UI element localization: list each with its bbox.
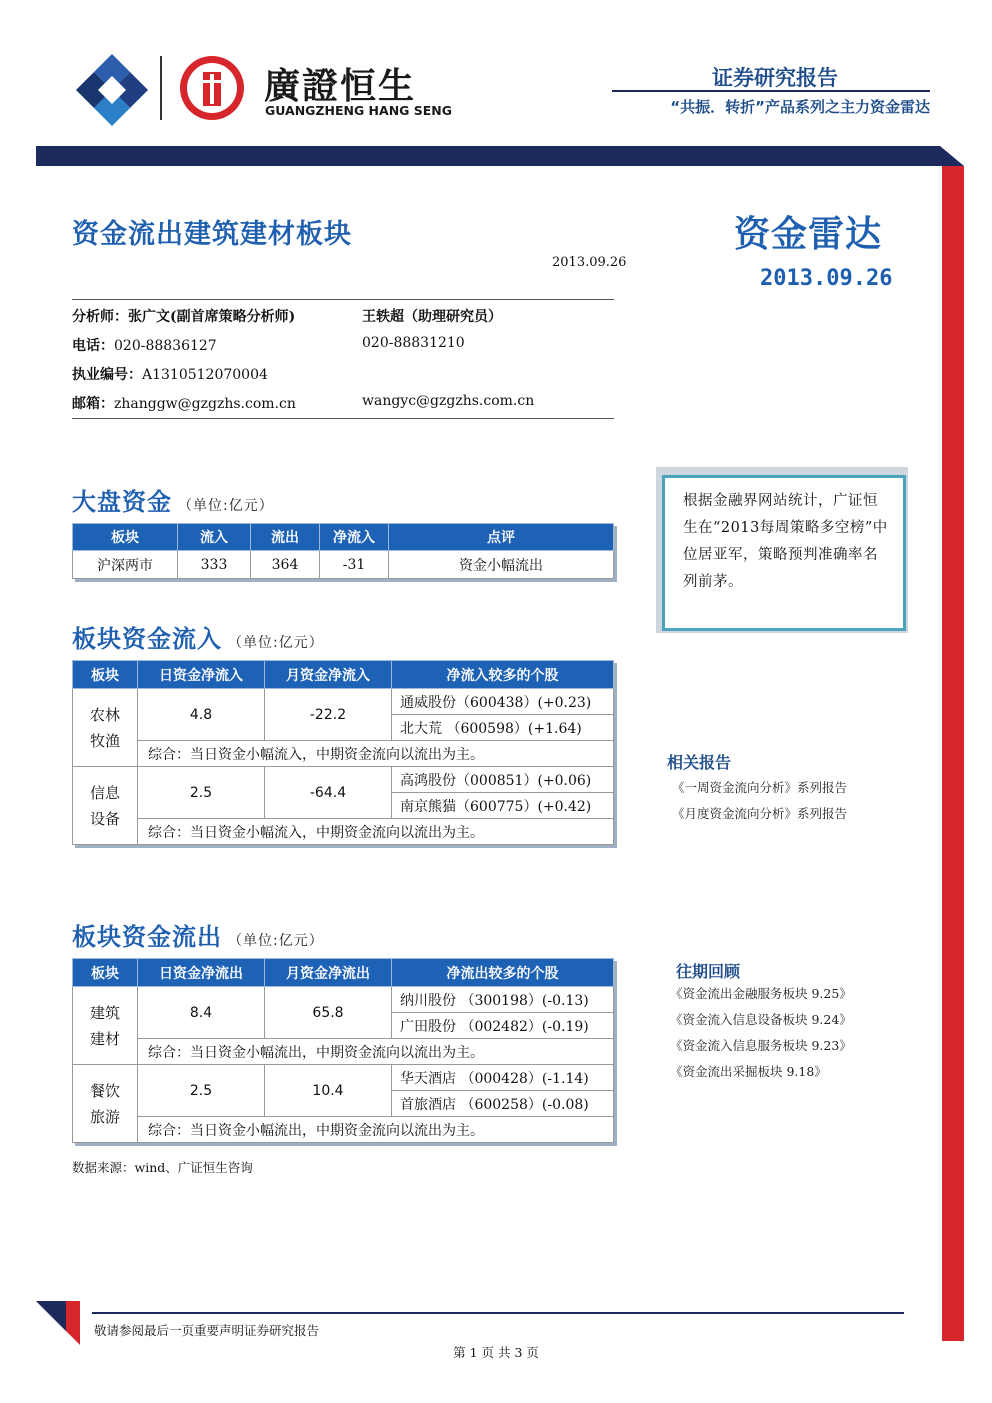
footer-rule xyxy=(92,1312,904,1314)
col-header: 净流入较多的个股 xyxy=(392,661,614,689)
analyst-primary: 张广文(副首席策略分析师) xyxy=(128,309,296,325)
summary-cell: 综合：当日资金小幅流入，中期资金流向以流出为主。 xyxy=(138,819,614,845)
analyst-assistant: 王轶超（助理研究员） xyxy=(362,309,502,325)
related-report-link[interactable]: 《月度资金流向分析》系列报告 xyxy=(672,806,848,821)
email-primary[interactable]: zhanggw@gzgzhs.com.cn xyxy=(114,396,296,412)
side-title: 资金雷达 xyxy=(734,214,883,255)
daily-value: 8.4 xyxy=(138,987,265,1039)
col-header: 点评 xyxy=(389,524,614,551)
inflow-table xyxy=(72,660,614,845)
col-header: 板块 xyxy=(73,959,138,987)
sector-name: 信息 设备 xyxy=(73,767,138,845)
past-reports-title: 往期回顾 xyxy=(676,962,741,981)
analyst-bottom-rule xyxy=(72,418,614,419)
stock-cell: 高鸿股份（000851）(+0.06) xyxy=(392,767,614,793)
table-header xyxy=(73,524,614,551)
col-header: 净流入 xyxy=(320,524,389,551)
daily-value: 2.5 xyxy=(138,1065,265,1117)
summary-row xyxy=(73,1039,614,1065)
daily-value: 2.5 xyxy=(138,767,265,819)
phone-label: 电话： xyxy=(72,338,114,354)
table-header xyxy=(73,661,614,689)
table-row xyxy=(73,551,614,579)
inflow-title: 板块资金流入 xyxy=(72,625,222,653)
stock-cell: 首旅酒店 （600258）(-0.08) xyxy=(392,1091,614,1117)
report-title: 资金流出建筑建材板块 xyxy=(72,219,352,250)
top-band xyxy=(36,146,964,166)
summary-cell: 综合：当日资金小幅流入，中期资金流向以流出为主。 xyxy=(138,741,614,767)
outflow-title: 板块资金流出 xyxy=(72,923,222,951)
col-header: 流出 xyxy=(251,524,320,551)
market-table xyxy=(72,523,614,579)
sector-name: 餐饮 旅游 xyxy=(73,1065,138,1143)
table-cell: -31 xyxy=(320,551,389,579)
col-header: 日资金净流入 xyxy=(138,661,265,689)
monthly-value: -22.2 xyxy=(265,689,392,741)
table-cell: 333 xyxy=(178,551,251,579)
summary-cell: 综合：当日资金小幅流出，中期资金流向以流出为主。 xyxy=(138,1039,614,1065)
gzhs-diamond-logo-icon xyxy=(74,52,150,128)
market-unit: （单位:亿元） xyxy=(178,498,274,514)
logo-divider xyxy=(160,56,162,120)
table-cell: 资金小幅流出 xyxy=(389,551,614,579)
phone-row xyxy=(72,335,217,355)
col-header: 月资金净流入 xyxy=(265,661,392,689)
col-header: 板块 xyxy=(73,661,138,689)
col-header: 流入 xyxy=(178,524,251,551)
stock-cell: 华天酒店 （000428）(-1.14) xyxy=(392,1065,614,1091)
note-box xyxy=(662,475,906,631)
analyst-label: 分析师： xyxy=(72,309,128,325)
daily-value: 4.8 xyxy=(138,689,265,741)
table-row xyxy=(73,987,614,1013)
outflow-unit: （单位:亿元） xyxy=(228,933,324,949)
past-report-link[interactable]: 《资金流出采掘板块 9.18》 xyxy=(670,1064,827,1079)
col-header: 净流出较多的个股 xyxy=(392,959,614,987)
related-report-link[interactable]: 《一周资金流向分析》系列报告 xyxy=(672,780,848,795)
side-date: 2013.09.26 xyxy=(760,266,893,291)
market-section-title xyxy=(72,482,274,517)
report-series: “共振．转折”产品系列之主力资金雷达 xyxy=(670,98,930,116)
email-row xyxy=(72,393,296,413)
outflow-table xyxy=(72,958,614,1143)
sector-name: 农林 牧渔 xyxy=(73,689,138,767)
monthly-value: 10.4 xyxy=(265,1065,392,1117)
sector-name: 建筑 建材 xyxy=(73,987,138,1065)
brand-name: 廣證恒生 xyxy=(264,66,417,107)
data-source: 数据来源：wind、广证恒生咨询 xyxy=(72,1160,253,1175)
related-reports-title: 相关报告 xyxy=(667,753,732,772)
stock-cell: 南京熊猫（600775）(+0.42) xyxy=(392,793,614,819)
col-header: 日资金净流出 xyxy=(138,959,265,987)
monthly-value: 65.8 xyxy=(265,987,392,1039)
license-number: A1310512070004 xyxy=(142,367,268,383)
analyst-row xyxy=(72,306,295,326)
summary-row xyxy=(73,1117,614,1143)
stock-cell: 北大荒 （600598）(+1.64) xyxy=(392,715,614,741)
band-corner xyxy=(940,146,964,166)
table-header xyxy=(73,959,614,987)
summary-row xyxy=(73,741,614,767)
past-report-link[interactable]: 《资金流入信息设备板块 9.24》 xyxy=(670,1012,852,1027)
right-red-bar xyxy=(942,166,964,1341)
report-type: 证券研究报告 xyxy=(712,66,838,90)
license-label: 执业编号： xyxy=(72,367,142,383)
stock-cell: 广田股份 （002482）(-0.19) xyxy=(392,1013,614,1039)
footer-disclaimer: 敬请参阅最后一页重要声明证券研究报告 xyxy=(94,1323,320,1338)
col-header: 板块 xyxy=(73,524,178,551)
stock-cell: 通威股份（600438）(+0.23) xyxy=(392,689,614,715)
header-rule xyxy=(612,90,930,92)
inflow-section-title xyxy=(72,619,324,654)
report-date: 2013.09.26 xyxy=(552,255,627,270)
email-label: 邮箱： xyxy=(72,396,114,412)
page-number: 第 1 页 共 3 页 xyxy=(453,1345,539,1360)
phone-assistant: 020-88831210 xyxy=(362,335,465,351)
col-header: 月资金净流出 xyxy=(265,959,392,987)
outflow-section-title xyxy=(72,917,324,952)
stock-cell: 纳川股份 （300198）(-0.13) xyxy=(392,987,614,1013)
table-row xyxy=(73,1065,614,1091)
note-text: 根据金融界网站统计，广证恒生在“2013每周策略多空榜”中位居亚军，策略预判准确率名列前茅。 xyxy=(683,493,888,590)
table-row xyxy=(73,689,614,715)
table-cell: 364 xyxy=(251,551,320,579)
brand-english-name: GUANGZHENG HANG SENG xyxy=(265,103,453,118)
table-cell: 沪深两市 xyxy=(73,551,178,579)
analyst-top-rule xyxy=(72,299,614,300)
hang-seng-seal-icon xyxy=(178,54,246,122)
past-report-link[interactable]: 《资金流入信息服务板块 9.23》 xyxy=(670,1038,852,1053)
table-row xyxy=(73,767,614,793)
license-row xyxy=(72,364,268,384)
phone-primary: 020-88836127 xyxy=(114,338,217,354)
footer-triangle-icon xyxy=(36,1301,80,1345)
market-title: 大盘资金 xyxy=(72,488,172,516)
monthly-value: -64.4 xyxy=(265,767,392,819)
summary-cell: 综合：当日资金小幅流出，中期资金流向以流出为主。 xyxy=(138,1117,614,1143)
inflow-unit: （单位:亿元） xyxy=(228,635,324,651)
email-assistant[interactable]: wangyc@gzgzhs.com.cn xyxy=(362,393,535,409)
past-report-link[interactable]: 《资金流出金融服务板块 9.25》 xyxy=(670,986,852,1001)
summary-row xyxy=(73,819,614,845)
